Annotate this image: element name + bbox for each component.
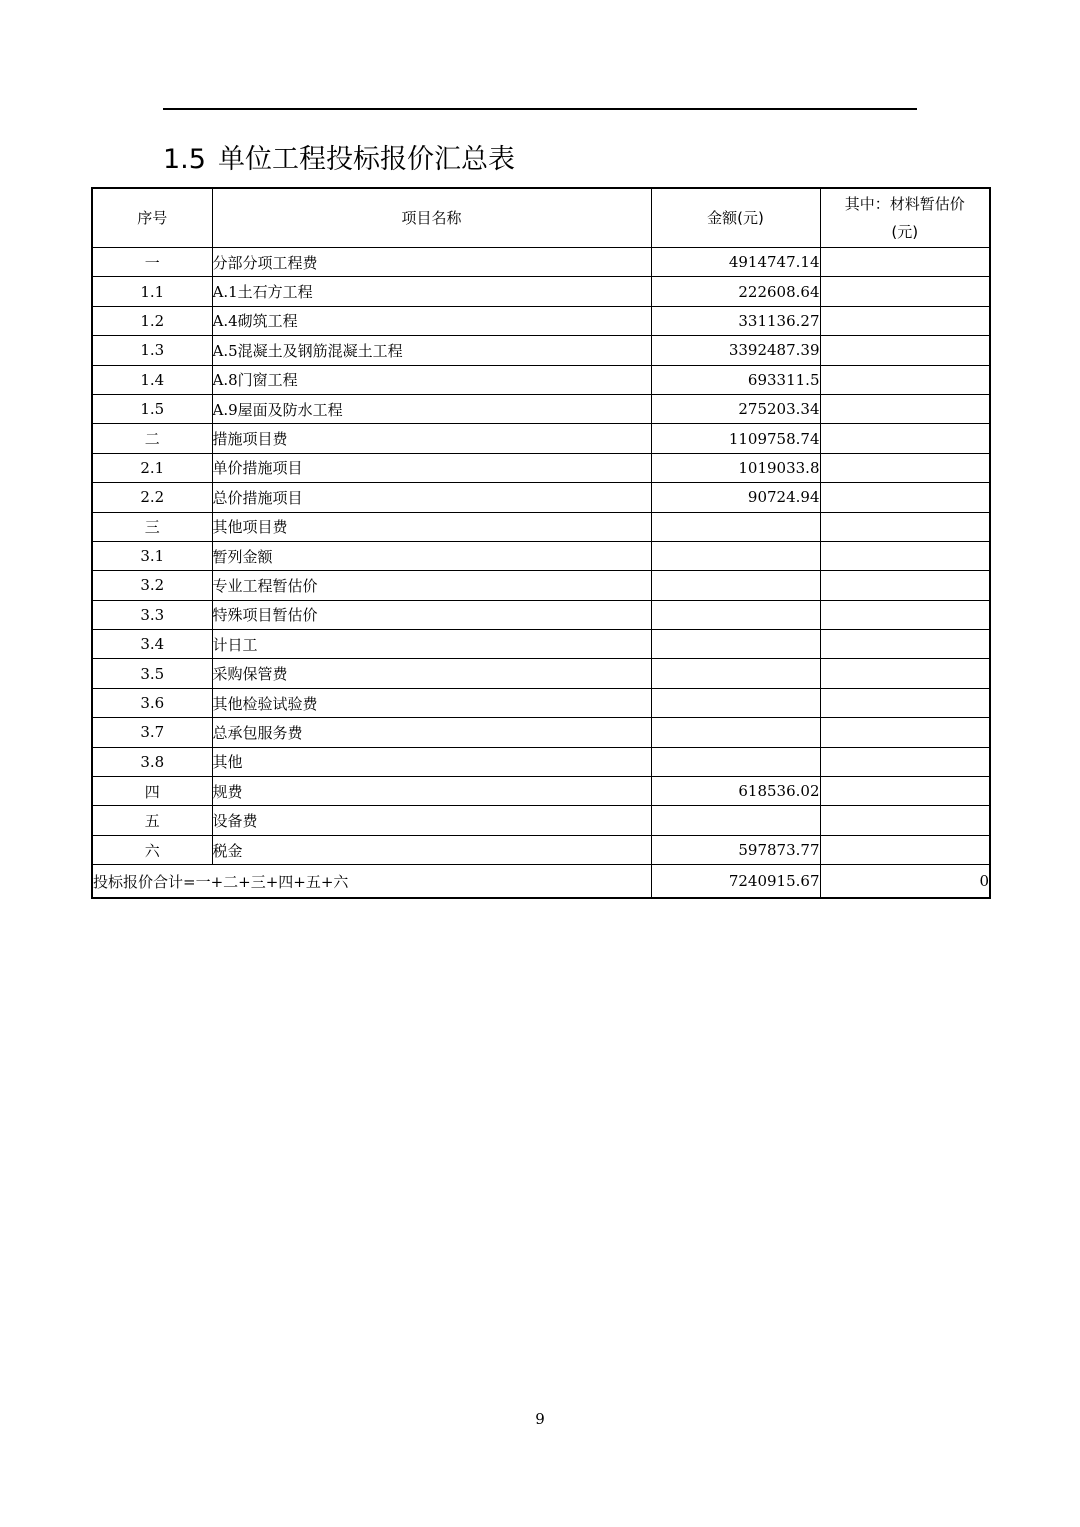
table-row (92, 336, 990, 365)
cell-seq: 六 (92, 835, 212, 864)
table-body (92, 248, 990, 899)
cell-material (820, 571, 990, 600)
cell-amount: 4914747.14 (651, 248, 820, 277)
cell-name: 设备费 (212, 806, 651, 835)
cell-material (820, 306, 990, 335)
cell-amount: 1019033.8 (651, 453, 820, 482)
cell-name: 计日工 (212, 630, 651, 659)
cell-material (820, 806, 990, 835)
table-row (92, 806, 990, 835)
table-row (92, 483, 990, 512)
cell-name: 其他项目费 (212, 512, 651, 541)
cell-seq: 二 (92, 424, 212, 453)
cell-seq: 1.4 (92, 365, 212, 394)
section-number: 1.5 (163, 144, 206, 175)
table-row (92, 306, 990, 335)
table-row (92, 659, 990, 688)
table-row (92, 600, 990, 629)
cell-seq: 3.2 (92, 571, 212, 600)
table-row (92, 453, 990, 482)
cell-name: 总承包服务费 (212, 718, 651, 747)
cell-name: 专业工程暂估价 (212, 571, 651, 600)
table-row (92, 777, 990, 806)
cell-material (820, 659, 990, 688)
cell-material (820, 483, 990, 512)
cell-seq: 1.5 (92, 394, 212, 423)
cell-seq: 一 (92, 248, 212, 277)
cell-seq: 3.1 (92, 541, 212, 570)
header-material-line2: (元) (891, 223, 919, 241)
table-header-row (92, 188, 990, 248)
cell-amount: 222608.64 (651, 277, 820, 306)
cell-seq: 3.6 (92, 688, 212, 717)
cell-material (820, 747, 990, 776)
cell-material (820, 277, 990, 306)
table-row (92, 248, 990, 277)
cell-amount (651, 512, 820, 541)
cell-name: A.4砌筑工程 (212, 306, 651, 335)
cell-name: 特殊项目暂估价 (212, 600, 651, 629)
cell-seq: 2.2 (92, 483, 212, 512)
bid-summary-table (91, 187, 991, 899)
cell-name: 规费 (212, 777, 651, 806)
cell-amount (651, 541, 820, 570)
cell-seq: 3.8 (92, 747, 212, 776)
cell-amount: 3392487.39 (651, 336, 820, 365)
cell-material (820, 777, 990, 806)
cell-seq: 四 (92, 777, 212, 806)
page-title (163, 140, 515, 180)
table-row (92, 512, 990, 541)
cell-amount (651, 718, 820, 747)
cell-amount: 693311.5 (651, 365, 820, 394)
cell-amount: 331136.27 (651, 306, 820, 335)
cell-material (820, 600, 990, 629)
cell-name: 其他检验试验费 (212, 688, 651, 717)
table-row (92, 688, 990, 717)
cell-material (820, 365, 990, 394)
cell-material (820, 453, 990, 482)
table-row (92, 630, 990, 659)
cell-name: 总价措施项目 (212, 483, 651, 512)
table-row (92, 424, 990, 453)
cell-seq: 3.4 (92, 630, 212, 659)
cell-amount (651, 630, 820, 659)
cell-seq: 1.2 (92, 306, 212, 335)
cell-seq: 2.1 (92, 453, 212, 482)
table-row (92, 835, 990, 864)
cell-seq: 三 (92, 512, 212, 541)
cell-amount: 275203.34 (651, 394, 820, 423)
total-row (92, 865, 990, 899)
cell-material (820, 688, 990, 717)
cell-seq: 五 (92, 806, 212, 835)
cell-name: 措施项目费 (212, 424, 651, 453)
cell-material (820, 336, 990, 365)
cell-name: A.8门窗工程 (212, 365, 651, 394)
header-material (820, 188, 990, 248)
table-row (92, 571, 990, 600)
page-number: 9 (535, 1410, 545, 1428)
cell-material (820, 248, 990, 277)
cell-name: A.9屋面及防水工程 (212, 394, 651, 423)
cell-material (820, 718, 990, 747)
table-row (92, 541, 990, 570)
cell-material (820, 512, 990, 541)
cell-amount: 1109758.74 (651, 424, 820, 453)
cell-seq: 3.7 (92, 718, 212, 747)
cell-material (820, 394, 990, 423)
cell-seq: 1.1 (92, 277, 212, 306)
cell-name: 税金 (212, 835, 651, 864)
cell-name: 单价措施项目 (212, 453, 651, 482)
cell-material (820, 835, 990, 864)
header-seq: 序号 (92, 188, 212, 248)
table-row (92, 747, 990, 776)
cell-amount (651, 806, 820, 835)
header-amount: 金额(元) (651, 188, 820, 248)
cell-amount (651, 659, 820, 688)
cell-name: 采购保管费 (212, 659, 651, 688)
cell-material (820, 630, 990, 659)
section-title: 单位工程投标报价汇总表 (217, 144, 515, 175)
header-material-line1: 其中：材料暂估价 (844, 195, 965, 213)
table-row (92, 394, 990, 423)
cell-amount: 618536.02 (651, 777, 820, 806)
cell-amount (651, 688, 820, 717)
cell-seq: 3.5 (92, 659, 212, 688)
cell-name: A.5混凝土及钢筋混凝土工程 (212, 336, 651, 365)
cell-seq: 3.3 (92, 600, 212, 629)
header-rule (163, 108, 917, 110)
header-name: 项目名称 (212, 188, 651, 248)
cell-name: 分部分项工程费 (212, 248, 651, 277)
cell-amount: 597873.77 (651, 835, 820, 864)
cell-seq: 1.3 (92, 336, 212, 365)
table-row (92, 365, 990, 394)
table-row (92, 718, 990, 747)
cell-amount (651, 747, 820, 776)
cell-amount (651, 600, 820, 629)
total-amount: 7240915.67 (651, 865, 820, 899)
cell-amount: 90724.94 (651, 483, 820, 512)
cell-name: 其他 (212, 747, 651, 776)
cell-material (820, 424, 990, 453)
cell-amount (651, 571, 820, 600)
cell-name: 暂列金额 (212, 541, 651, 570)
table-row (92, 277, 990, 306)
cell-name: A.1土石方工程 (212, 277, 651, 306)
cell-material (820, 541, 990, 570)
total-label: 投标报价合计=一+二+三+四+五+六 (92, 865, 651, 899)
total-material: 0 (820, 865, 990, 899)
